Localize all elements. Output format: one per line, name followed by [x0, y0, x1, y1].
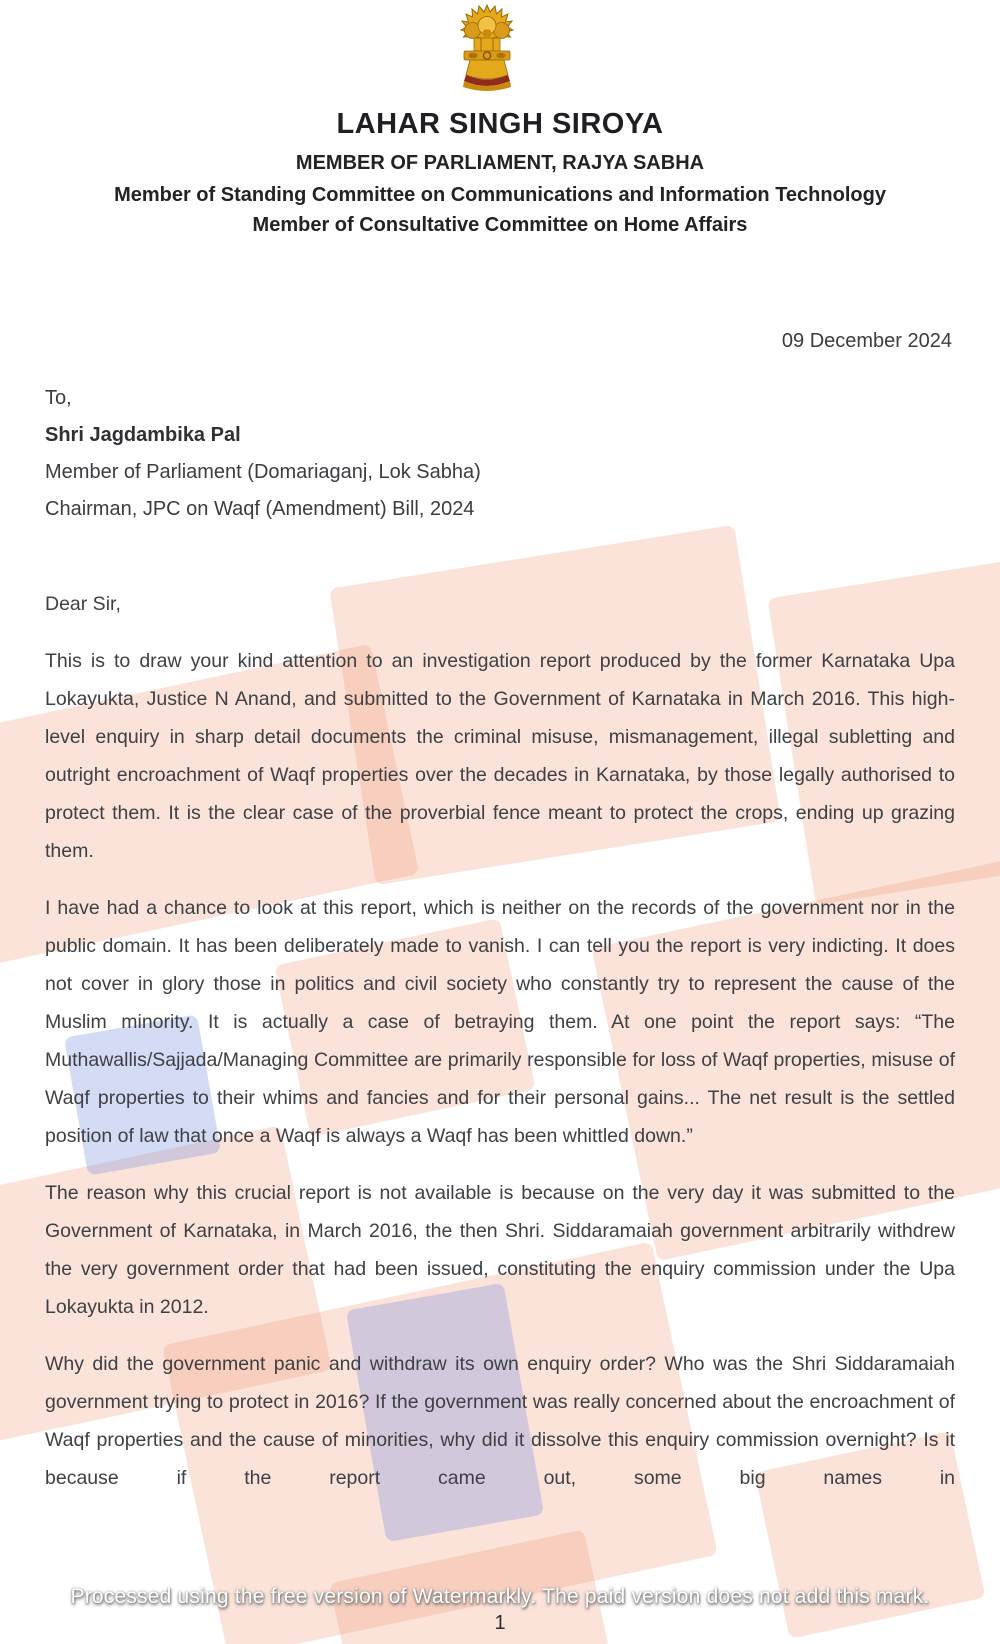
recipient-designation-1: Member of Parliament (Domariaganj, Lok Sabha) — [45, 461, 481, 483]
letterhead-committee-2: Member of Consultative Committee on Home Affairs — [252, 214, 748, 236]
page-number: 1 — [494, 1612, 506, 1634]
ashoka-emblem-icon — [452, 4, 522, 96]
recipient-name: Shri Jagdambika Pal — [45, 424, 241, 446]
watermarkly-notice: Processed using the free version of Watermarkly. The paid version does not add this mark. — [70, 1585, 930, 1608]
recipient-salutation-prefix: To, — [45, 387, 72, 409]
letterhead-name: LAHAR SINGH SIROYA — [336, 108, 664, 140]
letter-paragraph-4: Why did the government panic and withdraw its own enquiry order? Who was the Shri Siddaramaiah government trying to protect in 2016? If the government was really concerned about the encroachment of Waqf properties and the cause of minorities, why did it dissolve this enquiry commission overnight? Is it because if the report came out, some big names in — [45, 1353, 955, 1489]
letter-body — [45, 585, 955, 1516]
recipient-designation-2: Chairman, JPC on Waqf (Amendment) Bill, 2024 — [45, 498, 475, 520]
recipient-address — [45, 380, 481, 528]
letter-paragraph-3: The reason why this crucial report is not available is because on the very day it was submitted to the Government of Karnataka, in March 2016, the then Shri. Siddaramaiah government arbitrarily withdrew the very government order that had been issued, constituting the enquiry commission under the Upa Lokayukta in 2012. — [45, 1182, 955, 1318]
letter-greeting: Dear Sir, — [45, 593, 121, 615]
letter-date: 09 December 2024 — [781, 330, 952, 352]
letter-paragraph-1: This is to draw your kind attention to an investigation report produced by the former Karnataka Upa Lokayukta, Justice N Anand, and submitted to the Government of Karnataka in March 2016. This high-level enquiry in sharp detail documents the criminal misuse, mismanagement, illegal subletting and outright encroachment of Waqf properties over the decades in Karnataka, by those legally authorised to protect them. It is the clear case of the proverbial fence meant to protect the crops, ending up grazing them. — [45, 650, 955, 862]
letterhead-committee-1: Member of Standing Committee on Communications and Information Technology — [114, 184, 886, 206]
letter-paragraph-2: I have had a chance to look at this report, which is neither on the records of the government nor in the public domain. It has been deliberately made to vanish. I can tell you the report is very indicting. It does not cover in glory those in politics and civil society who constantly try to represent the cause of the Muslim minority. It is actually a case of betraying them. At one point the report says: “The Muthawallis/Sajjada/Managing Committee are primarily responsible for loss of Waqf properties, misuse of Waqf properties to their whims and fancies and for their personal gains... The net result is the settled position of law that once a Waqf is always a Waqf has been whittled down.” — [45, 897, 955, 1147]
letterhead-designation: MEMBER OF PARLIAMENT, RAJYA SABHA — [295, 152, 705, 174]
